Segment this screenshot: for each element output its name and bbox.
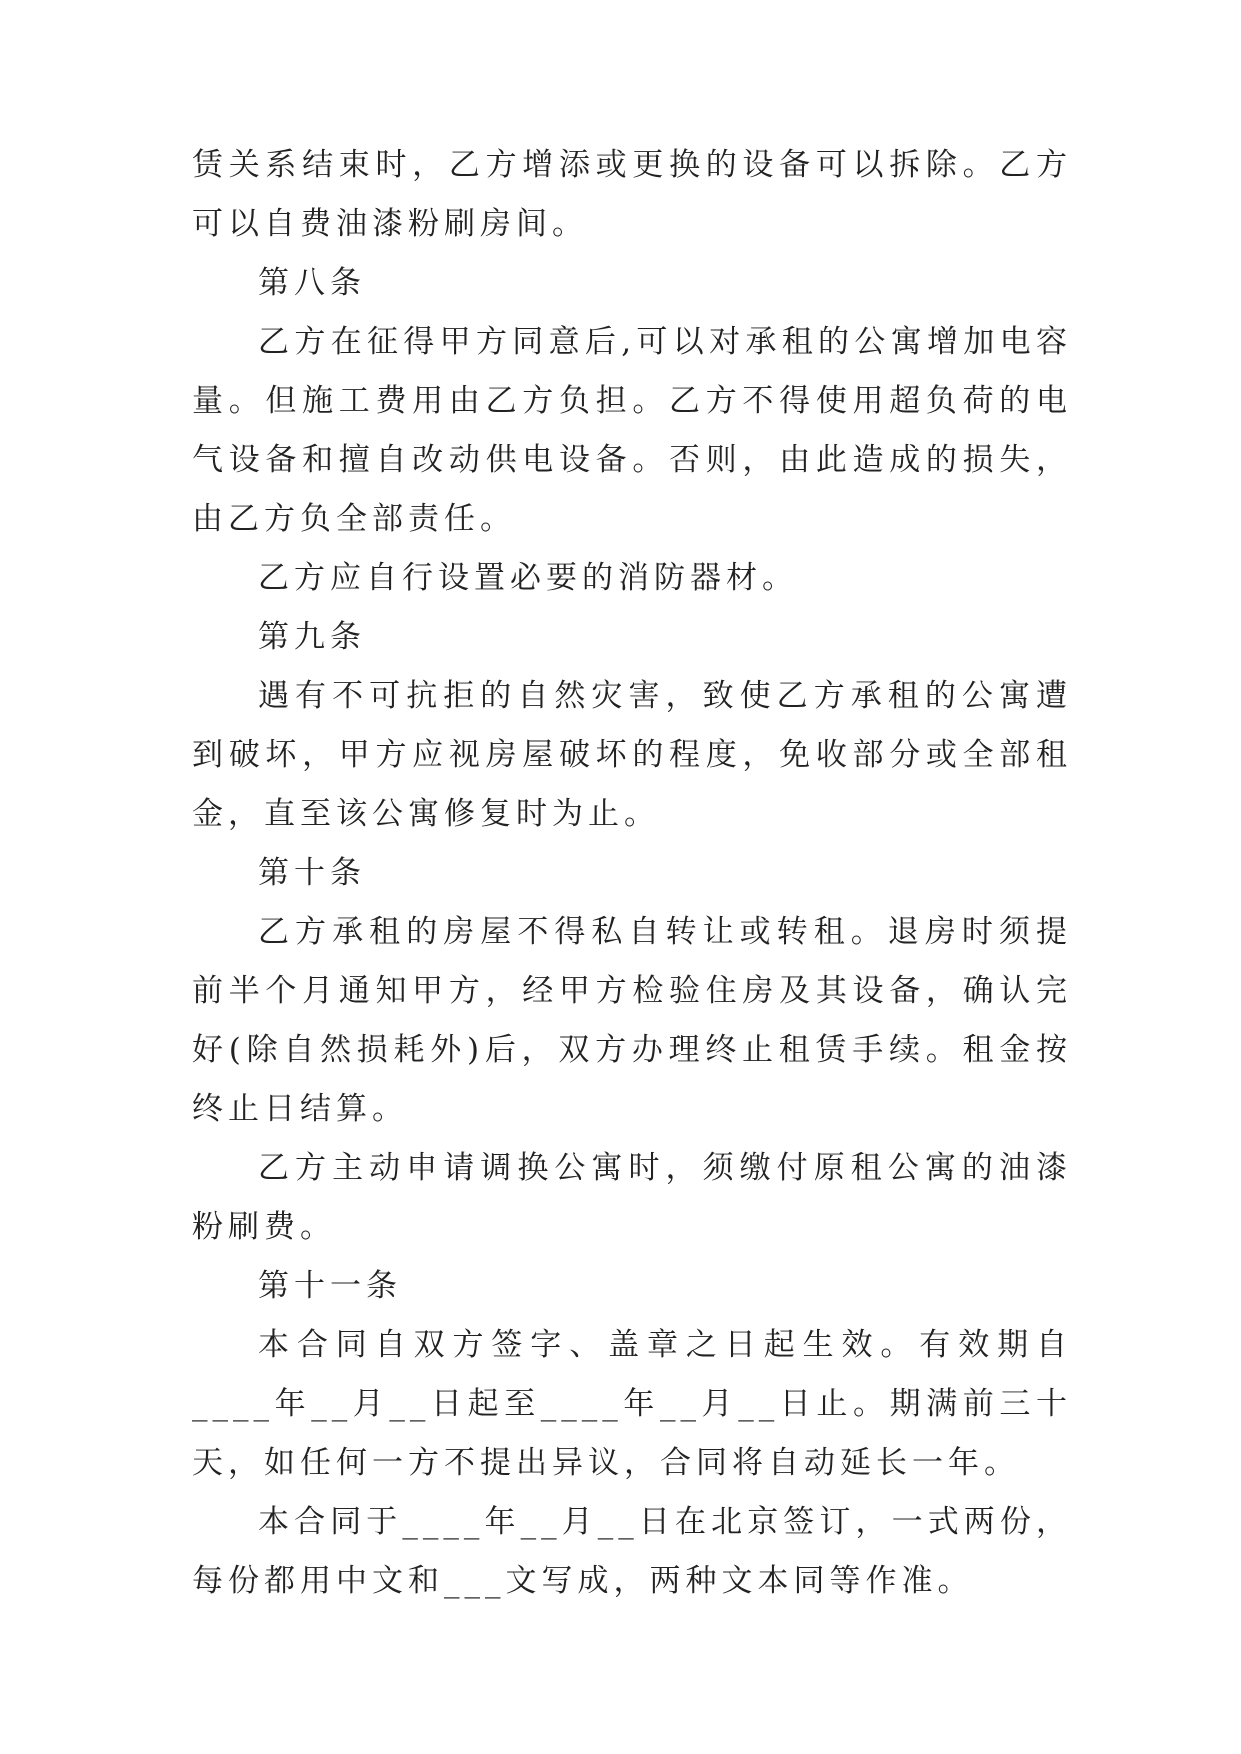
paragraph-validity: 本合同自双方签字、盖章之日起生效。有效期自____年__月__日起至____年__月__日止。期满前三十天，如任何一方不提出异议，合同将自动延长一年。: [192, 1327, 1072, 1481]
article-heading-11: 第十一条: [258, 1268, 402, 1304]
paragraph-fire-equipment: 乙方应自行设置必要的消防器材。: [258, 560, 798, 596]
paragraph-sublease: 乙方承租的房屋不得私自转让或转租。退房时须提前半个月通知甲方，经甲方检验住房及其设备，确认完好(除自然损耗外)后，双方办理终止租赁手续。租金按终止日结算。: [192, 914, 1072, 1127]
document-page: [192, 136, 1072, 1611]
paragraph-electricity: 乙方在征得甲方同意后,可以对承租的公寓增加电容量。但施工费用由乙方负担。乙方不得使用超负荷的电气设备和擅自改动供电设备。否则，由此造成的损失，由乙方负全部责任。: [192, 324, 1072, 537]
paragraph-exchange-fee: 乙方主动申请调换公寓时，须缴付原租公寓的油漆粉刷费。: [192, 1150, 1072, 1245]
article-heading-8: 第八条: [258, 265, 366, 301]
paragraph-continuation: 赁关系结束时，乙方增添或更换的设备可以拆除。乙方可以自费油漆粉刷房间。: [192, 147, 1072, 242]
article-heading-9: 第九条: [258, 619, 366, 655]
paragraph-natural-disaster: 遇有不可抗拒的自然灾害，致使乙方承租的公寓遭到破坏，甲方应视房屋破坏的程度，免收部分或全部租金，直至该公寓修复时为止。: [192, 678, 1072, 832]
article-heading-10: 第十条: [258, 855, 366, 891]
paragraph-signing: 本合同于____年__月__日在北京签订，一式两份，每份都用中文和___文写成，两种文本同等作准。: [192, 1504, 1072, 1599]
